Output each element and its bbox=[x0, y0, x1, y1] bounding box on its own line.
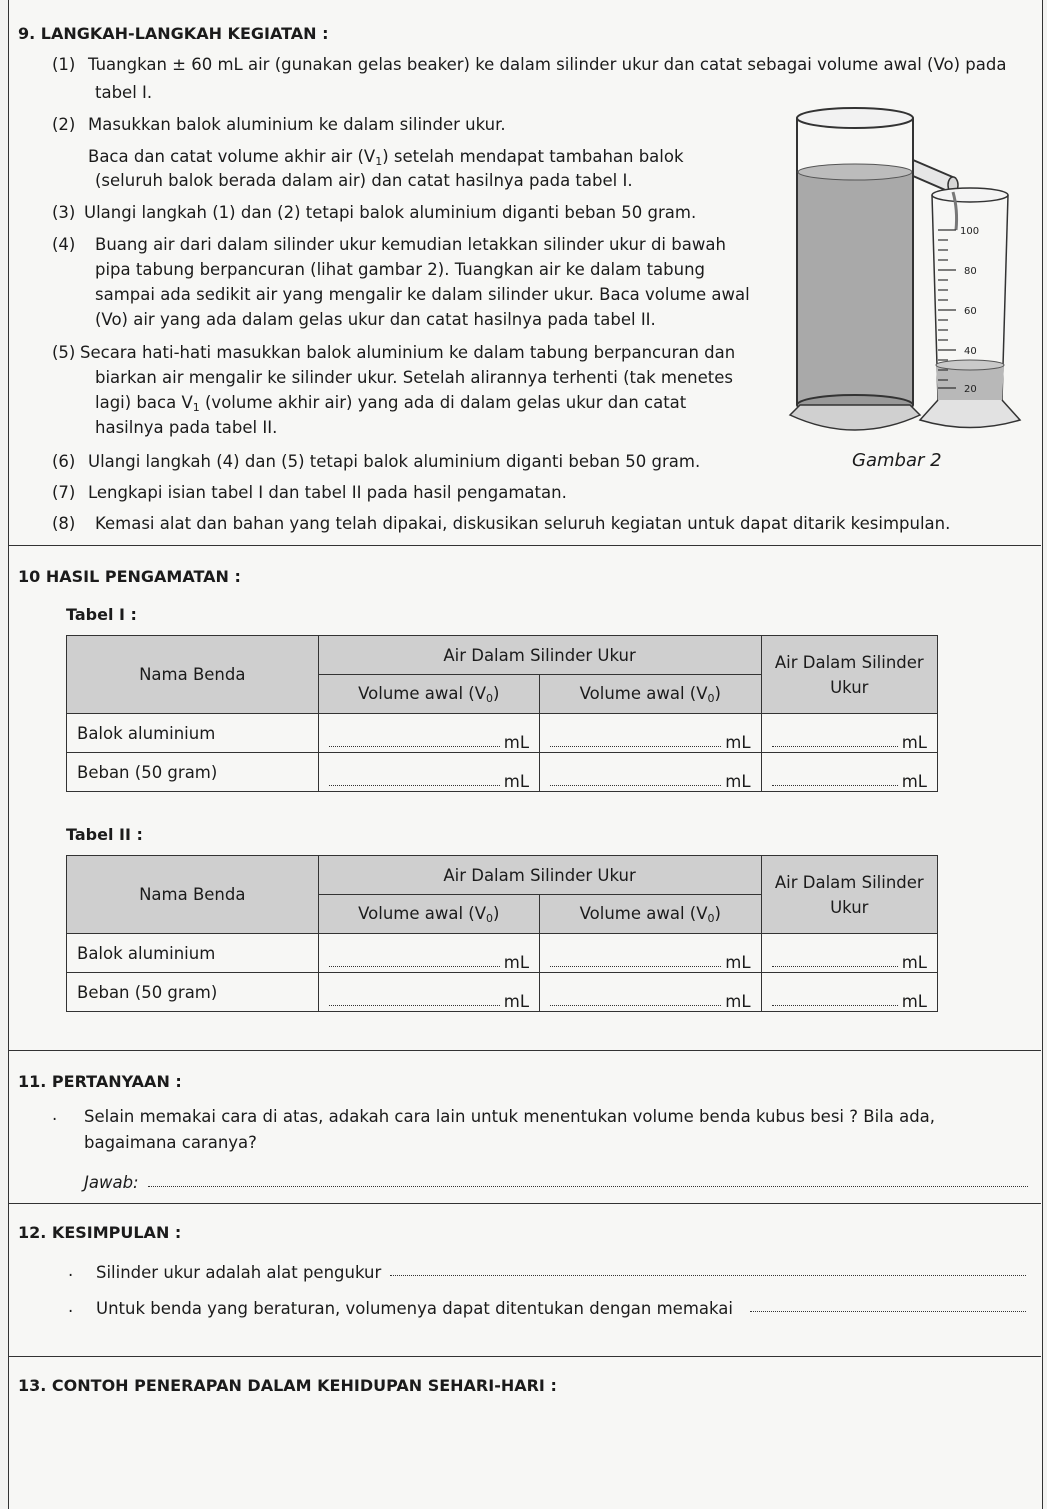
step-2-detail-continuation: (seluruh balok berada dalam air) dan catat hasilnya pada tabel I. bbox=[95, 171, 633, 190]
table-2-row-2-cell-3[interactable]: mL bbox=[761, 973, 937, 1012]
table-1-header-name: Nama Benda bbox=[67, 636, 319, 714]
section-divider bbox=[8, 1356, 1041, 1357]
conclusion-2-field[interactable] bbox=[750, 1311, 1026, 1312]
table-row bbox=[67, 934, 938, 973]
step-4-line-1: Buang air dari dalam silinder ukur kemudian letakkan silinder ukur di bawah bbox=[95, 235, 726, 254]
section-13-heading: 13. CONTOH PENERAPAN DALAM KEHIDUPAN SEHARI-HARI : bbox=[18, 1376, 557, 1395]
step-6-text: Ulangi langkah (4) dan (5) tetapi balok aluminium diganti beban 50 gram. bbox=[88, 452, 701, 471]
table-2-row-1-cell-1[interactable]: mL bbox=[318, 934, 540, 973]
step-5-line-4: hasilnya pada tabel II. bbox=[95, 418, 278, 437]
step-1-text: Tuangkan ± 60 mL air (gunakan gelas beaker) ke dalam silinder ukur dan catat sebagai volume awal (Vo) pada bbox=[88, 55, 1007, 74]
table-2 bbox=[66, 855, 938, 1012]
step-3-number: (3) bbox=[52, 203, 76, 222]
table-1-row-2-cell-1[interactable]: mL bbox=[318, 753, 540, 792]
step-3-text: Ulangi langkah (1) dan (2) tetapi balok aluminium diganti beban 50 gram. bbox=[84, 203, 697, 222]
conclusion-item-1: Silinder ukur adalah alat pengukur bbox=[96, 1263, 382, 1282]
conclusion-bullet: . bbox=[68, 1261, 74, 1280]
table-row bbox=[67, 714, 938, 753]
section-10-heading: 10 HASIL PENGAMATAN : bbox=[18, 567, 241, 586]
table-2-row-2-cell-1[interactable]: mL bbox=[318, 973, 540, 1012]
table-1-header-group: Air Dalam Silinder Ukur bbox=[318, 636, 761, 675]
table-1-row-2-name: Beban (50 gram) bbox=[67, 753, 319, 792]
question-line-2: bagaimana caranya? bbox=[84, 1133, 257, 1152]
section-11-heading: 11. PERTANYAAN : bbox=[18, 1072, 182, 1091]
scale-label-60: 60 bbox=[964, 306, 977, 317]
conclusion-1-field[interactable] bbox=[390, 1275, 1026, 1276]
scale-label-80: 80 bbox=[964, 266, 977, 277]
conclusion-bullet: . bbox=[68, 1297, 74, 1316]
table-2-header-last: Air Dalam Silinder Ukur bbox=[761, 856, 937, 934]
step-4-number: (4) bbox=[52, 235, 76, 254]
step-5-line-2: biarkan air mengalir ke silinder ukur. Setelah alirannya terhenti (tak menetes bbox=[95, 368, 733, 387]
conclusion-item-2: Untuk benda yang beraturan, volumenya dapat ditentukan dengan memakai bbox=[96, 1299, 733, 1318]
step-7-text: Lengkapi isian tabel I dan tabel II pada hasil pengamatan. bbox=[88, 483, 567, 502]
step-1-continuation: tabel I. bbox=[95, 83, 153, 102]
table-1-row-1-name: Balok aluminium bbox=[67, 714, 319, 753]
question-bullet: . bbox=[52, 1105, 58, 1124]
table-2-row-1-cell-3[interactable]: mL bbox=[761, 934, 937, 973]
section-divider bbox=[8, 545, 1041, 546]
scale-label-40: 40 bbox=[964, 346, 977, 357]
step-1-number: (1) bbox=[52, 55, 76, 74]
table-2-header-group: Air Dalam Silinder Ukur bbox=[318, 856, 761, 895]
step-2-number: (2) bbox=[52, 115, 76, 134]
scale-label-100: 100 bbox=[960, 226, 980, 237]
answer-field[interactable] bbox=[148, 1186, 1028, 1187]
table-2-header-sub-1: Volume awal $(V_0)$ bbox=[318, 895, 540, 934]
table-2-header-sub-2: Volume awal $(V_0)$ bbox=[540, 895, 762, 934]
table-row bbox=[67, 753, 938, 792]
table-2-row-2-name: Beban (50 gram) bbox=[67, 973, 319, 1012]
overflow-can-figure bbox=[770, 100, 1040, 450]
table-2-row-1-cell-2[interactable]: mL bbox=[540, 934, 762, 973]
step-7-number: (7) bbox=[52, 483, 76, 502]
step-2-text: Masukkan balok aluminium ke dalam silinder ukur. bbox=[88, 115, 506, 134]
table-2-header-name: Nama Benda bbox=[67, 856, 319, 934]
table-1-row-1-cell-3[interactable]: mL bbox=[761, 714, 937, 753]
table-1-header-sub-1: Volume awal $(V_0)$ bbox=[318, 675, 540, 714]
step-4-line-3: sampai ada sedikit air yang mengalir ke dalam silinder ukur. Baca volume awal bbox=[95, 285, 750, 304]
section-12-heading: 12. KESIMPULAN : bbox=[18, 1223, 182, 1242]
scale-label-20: 20 bbox=[964, 384, 977, 395]
section-divider bbox=[8, 1050, 1041, 1051]
table-1-row-1-cell-2[interactable]: mL bbox=[540, 714, 762, 753]
table-2-row-2-cell-2[interactable]: mL bbox=[540, 973, 762, 1012]
step-4-line-2: pipa tabung berpancuran (lihat gambar 2). Tuangkan air ke dalam tabung bbox=[95, 260, 706, 279]
table-1-row-2-cell-2[interactable]: mL bbox=[540, 753, 762, 792]
step-6-number: (6) bbox=[52, 452, 76, 471]
question-line-1: Selain memakai cara di atas, adakah cara lain untuk menentukan volume benda kubus besi ? Bila ada, bbox=[84, 1107, 936, 1126]
table-2-label: Tabel II : bbox=[66, 825, 143, 844]
table-1-header-last: Air Dalam Silinder Ukur bbox=[761, 636, 937, 714]
table-1 bbox=[66, 635, 938, 792]
figure-caption: Gambar 2 bbox=[852, 450, 942, 471]
step-8-number: (8) bbox=[52, 514, 76, 533]
section-divider bbox=[8, 1203, 1041, 1204]
table-2-row-1-name: Balok aluminium bbox=[67, 934, 319, 973]
step-4-line-4: (Vo) air yang ada dalam gelas ukur dan catat hasilnya pada tabel II. bbox=[95, 310, 656, 329]
table-1-row-2-cell-3[interactable]: mL bbox=[761, 753, 937, 792]
measuring-cylinder bbox=[920, 188, 1020, 428]
table-1-header-sub-2: Volume awal $(V_0)$ bbox=[540, 675, 762, 714]
answer-label: Jawab: bbox=[84, 1173, 139, 1192]
table-1-label: Tabel I : bbox=[66, 605, 137, 624]
section-9-heading: 9. LANGKAH-LANGKAH KEGIATAN : bbox=[18, 24, 329, 43]
table-1-row-1-cell-1[interactable]: mL bbox=[318, 714, 540, 753]
table-row bbox=[67, 973, 938, 1012]
step-5-line-3: lagi) baca $V_1$ (volume akhir air) yang ada di dalam gelas ukur dan catat bbox=[95, 393, 687, 414]
step-2-detail: Baca dan catat volume akhir air $(V_1)$ setelah mendapat tambahan balok bbox=[88, 147, 684, 168]
step-5-number: (5) bbox=[52, 343, 76, 362]
step-5-line-1: Secara hati-hati masukkan balok aluminium ke dalam tabung berpancuran dan bbox=[80, 343, 736, 362]
step-8-text: Kemasi alat dan bahan yang telah dipakai, diskusikan seluruh kegiatan untuk dapat ditarik kesimpulan. bbox=[95, 514, 951, 533]
